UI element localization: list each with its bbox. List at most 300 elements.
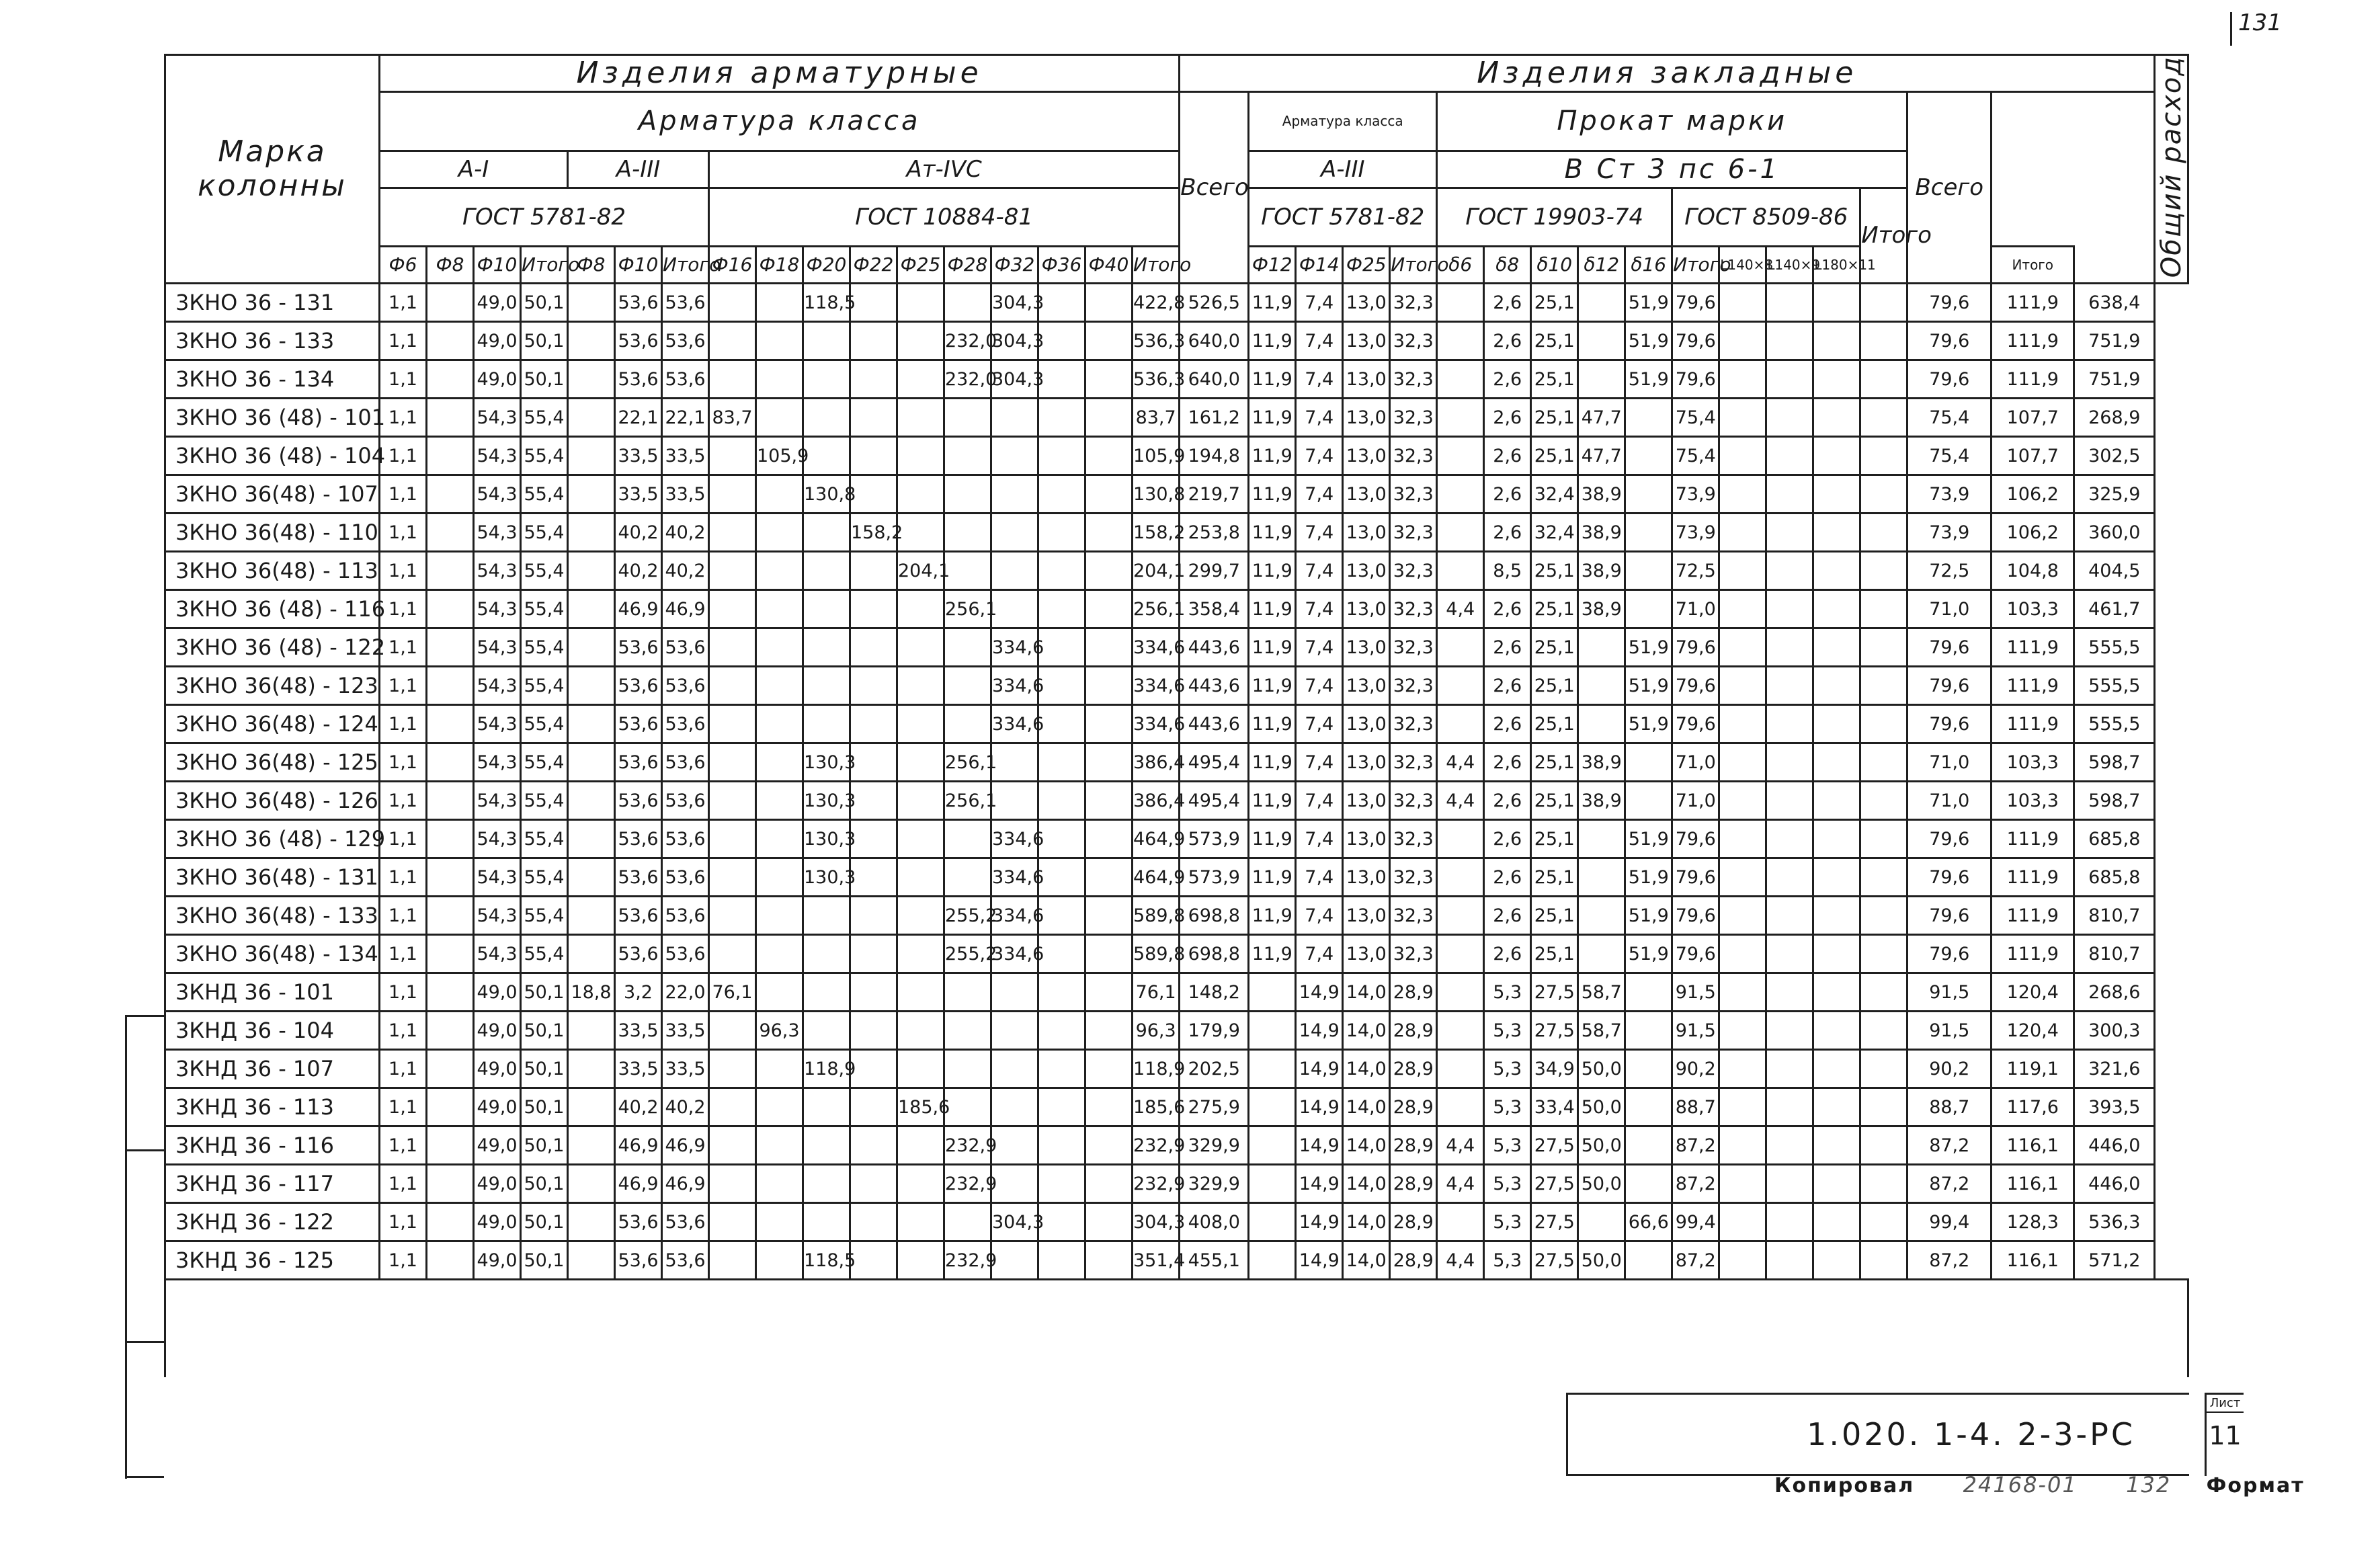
table-cell: 32,3 xyxy=(1390,667,1437,705)
table-row xyxy=(165,782,2188,820)
table-cell xyxy=(1719,437,1766,475)
table-cell xyxy=(1625,782,1672,820)
table-cell xyxy=(709,705,756,743)
table-cell: 91,5 xyxy=(1672,1012,1719,1050)
table-cell xyxy=(1860,897,1907,935)
table-cell: 51,9 xyxy=(1625,705,1672,743)
table-cell xyxy=(850,935,897,973)
table-cell: 1,1 xyxy=(380,552,427,590)
table-cell xyxy=(427,437,474,475)
table-cell: 118,5 xyxy=(803,284,850,322)
table-cell: 14,9 xyxy=(1296,1088,1343,1127)
col-header-at4-5: Ф28 xyxy=(944,247,991,284)
table-cell xyxy=(1766,360,1813,399)
table-cell xyxy=(1578,360,1625,399)
table-cell: 495,4 xyxy=(1180,782,1249,820)
table-cell: 1,1 xyxy=(380,322,427,360)
table-cell: 32,3 xyxy=(1390,284,1437,322)
table-cell xyxy=(944,475,991,514)
table-row xyxy=(165,1203,2188,1241)
table-cell: 14,0 xyxy=(1343,1127,1390,1165)
table-cell: 55,4 xyxy=(521,590,568,628)
table-cell xyxy=(709,322,756,360)
table-cell: 50,0 xyxy=(1578,1088,1625,1127)
table-cell: 130,3 xyxy=(803,858,850,897)
table-cell xyxy=(897,1203,944,1241)
table-cell xyxy=(427,897,474,935)
table-cell: 1,1 xyxy=(380,1165,427,1203)
table-cell xyxy=(1766,628,1813,667)
table-cell xyxy=(1719,743,1766,782)
table-cell: 51,9 xyxy=(1625,858,1672,897)
table-cell xyxy=(1437,1088,1484,1127)
table-cell: 256,1 xyxy=(944,590,991,628)
table-cell: 51,9 xyxy=(1625,284,1672,322)
col-header-a1-3: Итого xyxy=(521,247,568,284)
table-cell: 1,1 xyxy=(380,1050,427,1088)
table-cell xyxy=(897,782,944,820)
table-cell: 120,4 xyxy=(1992,1012,2074,1050)
column-mark: 3КНО 36(48) - 133 xyxy=(165,897,380,935)
table-cell xyxy=(568,552,615,590)
table-cell xyxy=(850,475,897,514)
table-cell xyxy=(1085,284,1133,322)
table-cell xyxy=(897,475,944,514)
table-cell: 4,4 xyxy=(1437,1241,1484,1280)
table-cell xyxy=(1860,437,1907,475)
table-cell: 256,1 xyxy=(944,782,991,820)
table-cell: 589,8 xyxy=(1133,935,1180,973)
table-cell: 53,6 xyxy=(662,628,709,667)
table-cell: 25,1 xyxy=(1531,858,1578,897)
table-cell: 751,9 xyxy=(2074,322,2155,360)
rebar-products-header: Изделия арматурные xyxy=(380,55,1180,92)
table-cell xyxy=(709,667,756,705)
table-cell: 14,9 xyxy=(1296,1127,1343,1165)
table-cell xyxy=(1249,1012,1296,1050)
table-cell xyxy=(427,782,474,820)
table-cell xyxy=(991,1088,1038,1127)
table-cell: 536,3 xyxy=(1133,360,1180,399)
table-cell: 358,4 xyxy=(1180,590,1249,628)
table-cell: 13,0 xyxy=(1343,628,1390,667)
table-cell: 54,3 xyxy=(474,399,521,437)
table-cell xyxy=(1766,897,1813,935)
table-cell xyxy=(1719,782,1766,820)
table-cell: 79,6 xyxy=(1907,858,1992,897)
table-cell: 640,0 xyxy=(1180,322,1249,360)
col-header-at4-9: Итого xyxy=(1133,247,1180,284)
table-cell xyxy=(1813,1050,1860,1088)
table-cell xyxy=(709,1012,756,1050)
table-cell: 13,0 xyxy=(1343,552,1390,590)
table-cell: 76,1 xyxy=(709,973,756,1012)
table-cell: 73,9 xyxy=(1907,514,1992,552)
table-cell: 11,9 xyxy=(1249,743,1296,782)
table-cell xyxy=(803,1203,850,1241)
table-cell xyxy=(1719,360,1766,399)
table-cell xyxy=(1437,322,1484,360)
table-cell xyxy=(944,858,991,897)
table-cell xyxy=(850,437,897,475)
table-cell: 219,7 xyxy=(1180,475,1249,514)
table-cell: 5,3 xyxy=(1484,1012,1531,1050)
table-cell: 55,4 xyxy=(521,514,568,552)
table-cell: 87,2 xyxy=(1672,1127,1719,1165)
table-cell: 14,0 xyxy=(1343,973,1390,1012)
table-cell: 7,4 xyxy=(1296,858,1343,897)
table-cell: 111,9 xyxy=(1992,667,2074,705)
table-cell xyxy=(850,973,897,1012)
table-cell xyxy=(756,1165,803,1203)
table-cell xyxy=(1249,1203,1296,1241)
table-cell: 28,9 xyxy=(1390,1088,1437,1127)
column-mark: 3КНО 36(48) - 123 xyxy=(165,667,380,705)
table-cell: 28,9 xyxy=(1390,1241,1437,1280)
table-cell: 5,3 xyxy=(1484,1088,1531,1127)
table-cell xyxy=(1860,1165,1907,1203)
copy-line xyxy=(1774,1472,2305,1498)
table-cell: 105,9 xyxy=(756,437,803,475)
table-cell xyxy=(1813,1012,1860,1050)
table-cell: 50,1 xyxy=(521,360,568,399)
table-cell: 1,1 xyxy=(380,667,427,705)
table-cell xyxy=(1860,552,1907,590)
table-cell xyxy=(756,858,803,897)
table-cell xyxy=(1038,437,1085,475)
table-cell: 90,2 xyxy=(1907,1050,1992,1088)
table-cell xyxy=(568,475,615,514)
table-cell: 72,5 xyxy=(1907,552,1992,590)
table-cell: 49,0 xyxy=(474,1127,521,1165)
table-cell xyxy=(568,1088,615,1127)
table-cell xyxy=(1766,667,1813,705)
table-cell: 25,1 xyxy=(1531,590,1578,628)
table-cell: 130,3 xyxy=(803,743,850,782)
table-cell: 256,1 xyxy=(1133,590,1180,628)
table-cell xyxy=(991,1241,1038,1280)
table-cell: 79,6 xyxy=(1672,858,1719,897)
table-cell: 25,1 xyxy=(1531,360,1578,399)
table-cell: 96,3 xyxy=(756,1012,803,1050)
table-row xyxy=(165,322,2188,360)
table-cell: 334,6 xyxy=(1133,705,1180,743)
table-cell xyxy=(1813,705,1860,743)
table-cell xyxy=(1085,935,1133,973)
table-cell: 111,9 xyxy=(1992,705,2074,743)
table-cell: 2,6 xyxy=(1484,399,1531,437)
empty-cell xyxy=(165,1280,2188,1378)
table-cell: 2,6 xyxy=(1484,858,1531,897)
table-cell xyxy=(1038,858,1085,897)
table-cell xyxy=(709,1165,756,1203)
table-cell xyxy=(568,1050,615,1088)
table-cell: 53,6 xyxy=(615,897,662,935)
table-cell xyxy=(1719,322,1766,360)
table-cell xyxy=(1437,1050,1484,1088)
table-cell xyxy=(756,1203,803,1241)
col-header-plate-1: δ8 xyxy=(1484,247,1531,284)
table-cell xyxy=(1249,1127,1296,1165)
table-cell xyxy=(1766,820,1813,858)
table-cell: 53,6 xyxy=(615,858,662,897)
column-mark: 3КНД 36 - 107 xyxy=(165,1050,380,1088)
table-cell xyxy=(850,1088,897,1127)
table-cell xyxy=(1860,1088,1907,1127)
table-cell xyxy=(944,1050,991,1088)
table-cell: 38,9 xyxy=(1578,475,1625,514)
table-cell xyxy=(1038,1088,1085,1127)
embedded-rebar-class-header: Арматура класса xyxy=(1249,92,1437,151)
table-cell xyxy=(568,1127,615,1165)
table-cell xyxy=(1085,1165,1133,1203)
table-cell: 2,6 xyxy=(1484,782,1531,820)
table-cell: 25,1 xyxy=(1531,284,1578,322)
table-cell: 49,0 xyxy=(474,1165,521,1203)
table-cell: 304,3 xyxy=(991,360,1038,399)
table-cell xyxy=(1860,628,1907,667)
table-cell: 50,1 xyxy=(521,1203,568,1241)
table-cell xyxy=(1085,973,1133,1012)
table-cell: 38,9 xyxy=(1578,514,1625,552)
table-cell: 87,2 xyxy=(1907,1241,1992,1280)
table-cell xyxy=(427,1050,474,1088)
table-cell: 386,4 xyxy=(1133,743,1180,782)
table-cell: 638,4 xyxy=(2074,284,2155,322)
table-cell: 2,6 xyxy=(1484,667,1531,705)
table-cell xyxy=(1625,1241,1672,1280)
table-cell: 33,5 xyxy=(615,475,662,514)
table-cell: 1,1 xyxy=(380,475,427,514)
table-cell xyxy=(1813,552,1860,590)
column-mark: 3КНО 36 (48) - 116 xyxy=(165,590,380,628)
table-cell xyxy=(1719,973,1766,1012)
table-cell: 810,7 xyxy=(2074,897,2155,935)
table-cell: 54,3 xyxy=(474,743,521,782)
table-cell xyxy=(1437,628,1484,667)
table-cell xyxy=(427,360,474,399)
table-cell: 25,1 xyxy=(1531,437,1578,475)
table-cell: 304,3 xyxy=(1133,1203,1180,1241)
table-cell xyxy=(427,514,474,552)
table-cell xyxy=(850,399,897,437)
table-cell xyxy=(756,743,803,782)
table-cell: 1,1 xyxy=(380,628,427,667)
column-mark: 3КНО 36(48) - 110 xyxy=(165,514,380,552)
table-cell: 14,9 xyxy=(1296,973,1343,1012)
class-a3-header: А-III xyxy=(568,151,709,188)
table-cell xyxy=(756,590,803,628)
table-cell xyxy=(850,1241,897,1280)
table-cell: 255,2 xyxy=(944,935,991,973)
table-cell: 11,9 xyxy=(1249,552,1296,590)
table-cell: 71,0 xyxy=(1672,782,1719,820)
table-cell: 106,2 xyxy=(1992,475,2074,514)
table-cell xyxy=(897,322,944,360)
table-cell: 111,9 xyxy=(1992,628,2074,667)
table-cell: 1,1 xyxy=(380,514,427,552)
table-cell xyxy=(1766,858,1813,897)
table-cell xyxy=(1766,1165,1813,1203)
table-cell xyxy=(1813,1241,1860,1280)
table-cell: 40,2 xyxy=(615,1088,662,1127)
table-cell xyxy=(709,1127,756,1165)
table-cell xyxy=(1860,1012,1907,1050)
table-cell xyxy=(709,284,756,322)
table-cell: 47,7 xyxy=(1578,399,1625,437)
table-cell: 4,4 xyxy=(1437,1165,1484,1203)
table-cell xyxy=(756,1050,803,1088)
table-cell: 120,4 xyxy=(1992,973,2074,1012)
table-cell xyxy=(1813,858,1860,897)
table-cell: 11,9 xyxy=(1249,360,1296,399)
table-cell xyxy=(568,284,615,322)
column-mark: 3КНД 36 - 117 xyxy=(165,1165,380,1203)
table-cell xyxy=(1085,322,1133,360)
table-cell xyxy=(1085,667,1133,705)
table-cell xyxy=(1437,475,1484,514)
table-cell xyxy=(1437,705,1484,743)
column-mark: 3КНО 36 (48) - 101 xyxy=(165,399,380,437)
table-cell: 55,4 xyxy=(521,667,568,705)
table-cell: 11,9 xyxy=(1249,782,1296,820)
table-cell: 96,3 xyxy=(1133,1012,1180,1050)
table-cell: 49,0 xyxy=(474,284,521,322)
table-cell: 7,4 xyxy=(1296,514,1343,552)
rebar-total-header: Всего xyxy=(1180,92,1249,284)
table-cell xyxy=(709,590,756,628)
table-cell: 685,8 xyxy=(2074,820,2155,858)
table-cell: 54,3 xyxy=(474,590,521,628)
table-cell xyxy=(897,705,944,743)
col-header-at4-0: Ф16 xyxy=(709,247,756,284)
table-cell xyxy=(1719,1012,1766,1050)
table-cell: 79,6 xyxy=(1907,322,1992,360)
table-cell xyxy=(1766,705,1813,743)
table-cell: 130,3 xyxy=(803,820,850,858)
table-cell xyxy=(1085,743,1133,782)
table-cell xyxy=(1719,1203,1766,1241)
table-cell xyxy=(709,1088,756,1127)
table-cell xyxy=(756,705,803,743)
table-cell: 1,1 xyxy=(380,820,427,858)
table-cell xyxy=(1578,820,1625,858)
table-cell: 53,6 xyxy=(615,628,662,667)
table-cell xyxy=(1085,858,1133,897)
column-mark: 3КНО 36(48) - 113 xyxy=(165,552,380,590)
table-cell: 55,4 xyxy=(521,552,568,590)
table-cell: 55,4 xyxy=(521,437,568,475)
binding-rail-tick xyxy=(125,1015,164,1017)
table-cell: 117,6 xyxy=(1992,1088,2074,1127)
table-cell: 1,1 xyxy=(380,437,427,475)
table-cell xyxy=(1437,667,1484,705)
table-cell: 7,4 xyxy=(1296,705,1343,743)
table-cell xyxy=(568,1203,615,1241)
column-mark: 3КНО 36(48) - 134 xyxy=(165,935,380,973)
col-header-emb-a3-2: Ф25 xyxy=(1343,247,1390,284)
table-cell: 526,5 xyxy=(1180,284,1249,322)
sheet-box xyxy=(2205,1393,2244,1476)
table-cell xyxy=(1437,514,1484,552)
table-cell xyxy=(850,360,897,399)
table-cell xyxy=(1038,667,1085,705)
table-cell: 204,1 xyxy=(1133,552,1180,590)
table-cell: 464,9 xyxy=(1133,820,1180,858)
table-cell: 13,0 xyxy=(1343,360,1390,399)
col-header-plate-2: δ10 xyxy=(1531,247,1578,284)
table-cell: 299,7 xyxy=(1180,552,1249,590)
table-cell: 32,3 xyxy=(1390,782,1437,820)
table-cell xyxy=(850,628,897,667)
table-cell xyxy=(568,514,615,552)
title-block xyxy=(1566,1393,2189,1476)
table-cell: 268,9 xyxy=(2074,399,2155,437)
table-cell: 79,6 xyxy=(1907,628,1992,667)
table-cell: 73,9 xyxy=(1672,475,1719,514)
table-cell: 334,6 xyxy=(991,897,1038,935)
binding-rail-tick xyxy=(125,1149,164,1151)
table-cell: 5,3 xyxy=(1484,973,1531,1012)
table-cell xyxy=(1719,667,1766,705)
table-cell: 13,0 xyxy=(1343,399,1390,437)
table-cell: 194,8 xyxy=(1180,437,1249,475)
table-cell xyxy=(991,514,1038,552)
table-cell xyxy=(944,552,991,590)
table-cell xyxy=(756,552,803,590)
table-row xyxy=(165,1088,2188,1127)
table-cell: 118,9 xyxy=(1133,1050,1180,1088)
table-row xyxy=(165,1012,2188,1050)
table-cell: 32,3 xyxy=(1390,590,1437,628)
table-cell: 46,9 xyxy=(662,1165,709,1203)
table-cell: 49,0 xyxy=(474,973,521,1012)
table-cell xyxy=(1813,1088,1860,1127)
table-cell: 28,9 xyxy=(1390,973,1437,1012)
table-cell: 50,0 xyxy=(1578,1241,1625,1280)
column-mark: 3КНО 36 - 134 xyxy=(165,360,380,399)
table-cell xyxy=(427,935,474,973)
table-cell: 88,7 xyxy=(1672,1088,1719,1127)
table-cell: 55,4 xyxy=(521,705,568,743)
table-cell: 54,3 xyxy=(474,437,521,475)
table-cell: 27,5 xyxy=(1531,1165,1578,1203)
table-cell xyxy=(897,1127,944,1165)
table-cell: 7,4 xyxy=(1296,552,1343,590)
col-header-at4-7: Ф36 xyxy=(1038,247,1085,284)
table-cell: 7,4 xyxy=(1296,322,1343,360)
rebar-class-header: Арматура класса xyxy=(380,92,1180,151)
table-cell: 54,3 xyxy=(474,475,521,514)
table-cell xyxy=(427,705,474,743)
binding-rail-tick xyxy=(125,1476,164,1478)
table-cell: 46,9 xyxy=(615,590,662,628)
table-cell xyxy=(568,1241,615,1280)
table-cell: 404,5 xyxy=(2074,552,2155,590)
table-row xyxy=(165,1127,2188,1165)
table-cell: 79,6 xyxy=(1672,628,1719,667)
table-cell: 27,5 xyxy=(1531,973,1578,1012)
table-cell xyxy=(1813,399,1860,437)
table-cell: 334,6 xyxy=(991,628,1038,667)
table-cell xyxy=(897,360,944,399)
table-cell xyxy=(1038,590,1085,628)
table-row xyxy=(165,475,2188,514)
table-cell xyxy=(1085,475,1133,514)
table-cell: 11,9 xyxy=(1249,475,1296,514)
table-cell: 1,1 xyxy=(380,284,427,322)
table-cell: 7,4 xyxy=(1296,628,1343,667)
